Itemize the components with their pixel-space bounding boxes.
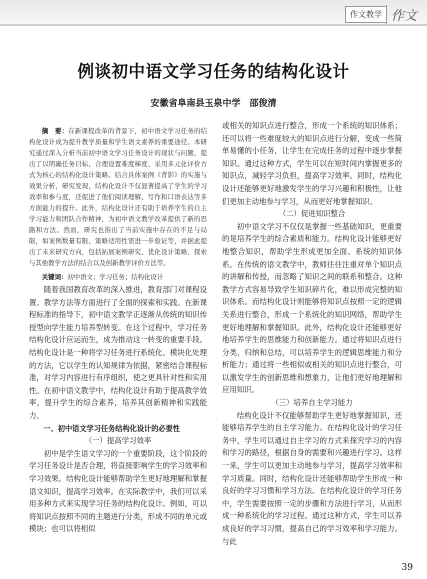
body-paragraph: 结构化设计不仅能够帮助学生更好地掌握知识，还能够培养学生的自主学习能力。在结构化设计的学习任务中，学生可以通过自主学习的方式来探究学习的内容和学习的路径，根据自身的需要和兴趣进行学习。这样一来，学生可以更加主动地参与学习，提高学习效率和学习质量。同时，结构化设计还能够帮助学生形成一种良好的学习习惯和学习方法。在结构化设计的学习任务中，学生需要按照一定的步骤和方法进行学习，从而形成一种系统化的学习过程。通过这种方式，学生可以养成良好的学习习惯，提高自己的学习效率和学习能力。与此 <box>222 410 402 546</box>
page-number: 39 <box>401 563 413 573</box>
article-title: 例谈初中语文学习任务的结构化设计 <box>77 62 350 81</box>
intro-paragraph: 随着我国教育改革的深入推进，教育部门对课程设置、教学方法等方面进行了全面的探索和实践。在新课程标准的指导下，初中语文教学正逐渐从传统的知识传授型向学生能力培养型转变。在这个过程中，学习任务结构化设计应运而生，成为推动这一转变的重要手段。结构化设计是一种将学习任务进行系统化、模块化处理的方法，它以学生的认知规律为依据，紧密结合课程标准，对学习内容进行有序组织，使之更具针对性和实用性。在初中语文教学中，结构化设计有助于提高教学效率，提升学生的综合素养，培养其创新精神和实践能力。 <box>29 285 207 420</box>
body-paragraph: 初中语文学习不仅仅是掌握一些基础知识，更重要的是培养学生的综合素质和能力。结构化设计能够更好地整合知识，帮助学生形成更加全面、系统的知识体系。在传统的语文教学中，教师往往注重对单个知识点的讲解和传授，而忽略了知识之间的联系和整合。这种教学方式容易导致学生知识碎片化，难以形成完整的知识体系。而结构化设计则能够将知识点按照一定的逻辑关系进行整合，形成一个系统化的知识网络，帮助学生更好地理解和掌握知识。此外，结构化设计还能够更好地培养学生的思维能力和创新能力。通过将知识点进行分类、归纳和总结，可以培养学生的逻辑思维能力和分析能力；通过将一些相似或相关的知识点进行整合，可以激发学生的创新思维和想象力，让他们更好地理解和应用知识。 <box>222 221 402 395</box>
left-column <box>29 126 207 536</box>
abstract-label: 摘 要： <box>41 127 69 135</box>
keywords-label: 关键词： <box>41 273 68 281</box>
subsection-heading: （二）促进知识整合 <box>278 209 346 219</box>
keywords-text: 初中语文；学习任务；结构化设计 <box>67 273 164 281</box>
body-paragraph: 或相关的知识点进行整合，形成一个系统的知识体系；还可以将一些难度较大的知识点进行分解，变成一些简单易懂的小任务，让学生在完成任务的过程中逐步掌握知识。通过这种方式，学生可以在短时间内掌握更多的知识点，减轻学习负担，提高学习效率。同时，结构化设计还能够更好地激发学生的学习兴趣和积极性，让他们更加主动地参与学习，从而更好地掌握知识。 <box>222 121 402 206</box>
section-label-italic: 作文 <box>386 5 421 24</box>
header-rule <box>0 24 427 26</box>
right-column <box>222 120 402 548</box>
subsection-heading: （一）提高学习效率 <box>84 436 152 446</box>
abstract <box>29 126 207 269</box>
section-tag <box>345 5 421 23</box>
section-heading: 一、初中语文学习任务结构化设计的必要性 <box>43 423 180 433</box>
section-label: 作文教学 <box>345 6 386 23</box>
body-paragraph: 初中是学生语文学习的一个重要阶段，这个阶段的学习任务设计是否合理，将直接影响学生的学习效率和学习效果。结构化设计能够帮助学生更好地理解和掌握语文知识，提高学习效率。在实际教学中，我们可以采用多种方式来实现学习任务的结构化设计。例如，可以将知识点按照不同的主题进行分类，形成不同的单元或模块；也可以将相似 <box>29 448 207 534</box>
subsection-heading: （三）培养自主学习能力 <box>271 398 353 408</box>
keywords <box>29 272 207 283</box>
author-line: 安徽省阜南县玉泉中学 邵俊清 <box>150 99 277 109</box>
abstract-text: 在新课程改革的背景下，初中语文学习任务的结构化设计成为提升教学质量和学生语文素养的重要途径。本研究通过深入分析当前初中语文学习任务设计的现状与问题，提出了以明确任务目标、合理设置难度梯度、采用多元化评价方式为核心的结构化设计策略。结合具体案例《背影》的实施与效果分析，研究发现，结构化设计不仅显著提高了学生的学习效率和参与度，还促进了他们阅读理解、写作和口语表达等多方面能力的提升。此外，结构化设计还有助于培养学生的自主学习能力和团队合作精神，为初中语文教学改革提供了新的思路和方法。然而，研究也指出了当前实施中存在的不足与局限，如案例数量有限、策略适用性需进一步验证等，并据此提出了未来研究方向，包括拓展案例研究、优化设计策略、探索与其他教学方法的结合以及创新教学评价方法等。 <box>29 127 207 267</box>
